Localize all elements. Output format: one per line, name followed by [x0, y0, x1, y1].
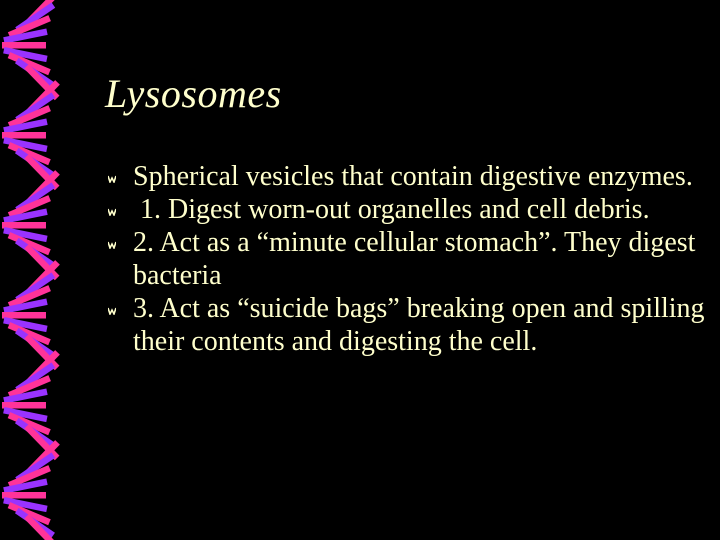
border-stripe: [2, 42, 46, 49]
border-stripe: [2, 492, 46, 499]
bullet-item: [108, 292, 713, 358]
bullet-text: 3. Act as “suicide bags” breaking open and spilling their contents and digesting the cell.: [133, 293, 705, 357]
bullet-item: [108, 160, 713, 193]
w-bullet-icon: [108, 175, 116, 183]
bullet-text: 2. Act as a “minute cellular stomach”. They digest bacteria: [133, 227, 696, 291]
w-bullet-icon: [108, 307, 116, 315]
border-stripe: [2, 312, 46, 319]
slide-title: Lysosomes: [105, 71, 282, 116]
w-bullet-icon: [108, 241, 116, 249]
bullet-item: [108, 193, 713, 226]
bullet-item: [108, 226, 713, 292]
border-stripe: [2, 402, 46, 409]
border-stripe: [2, 132, 46, 139]
bullet-text: Spherical vesicles that contain digestive enzymes.: [133, 161, 693, 192]
bullet-text: 1. Digest worn-out organelles and cell debris.: [133, 194, 650, 225]
w-bullet-icon: [108, 208, 116, 216]
border-stripe: [2, 222, 46, 229]
bullet-list: [108, 160, 713, 358]
decorative-border-art: [0, 0, 100, 540]
